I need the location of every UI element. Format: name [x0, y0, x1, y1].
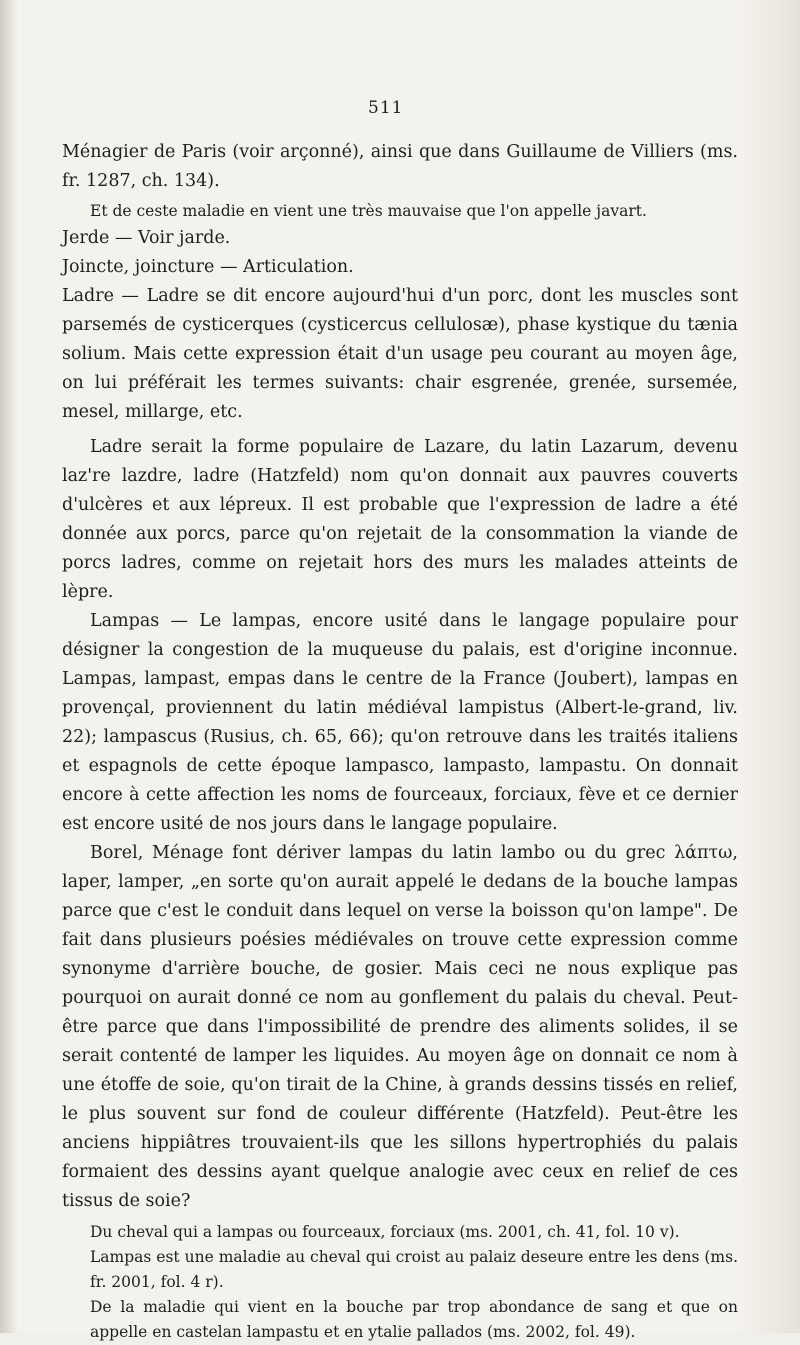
entry-lampas: Lampas — Le lampas, encore usité dans le langage populaire pour désigner la congestion de la muqueuse du palais, est d'origine inconnue. Lampas, lampast, empas dans le centre de la France (Joubert), lampas en provençal, proviennent du latin médiéval lampistus (Albert-le-grand, liv. 22); lampascus (Rusius, ch. 65, 66); qu'on retrouve dans les traités italiens et espagnols de cette époque lampasco, lampasto, lampastu. On donnait encore à cette affection les noms de fourceaux, forciaux, fève et ce dernier est encore usité de nos jours dans le langage populaire.	[62, 611, 738, 834]
citation-javart: Et de ceste maladie en vient une très mauvaise que l'on appelle javart.	[90, 202, 647, 220]
citation-fourceaux: Du cheval qui a lampas ou fourceaux, forciaux (ms. 2001, ch. 41, fol. 10 v).	[90, 1223, 680, 1241]
paragraph-ladre-etymology: Ladre serait la forme populaire de Lazare, du latin Lazarum, devenu laz're lazdre, ladre (Hatzfeld) nom qu'on donnait aux pauvres couverts d'ulcères et aux lépreux. Il est probable que l'expression de ladre a été donnée aux porcs, parce qu'on rejetait de la consommation la viande de porcs ladres, comme on rejetait hors des murs les malades atteints de lèpre.	[62, 437, 738, 602]
page-body	[62, 138, 738, 1345]
entry-ladre: Ladre — Ladre se dit encore aujourd'hui d'un porc, dont les muscles sont parsemés de cysticerques (cysticercus cellulosæ), phase kystique du tænia solium. Mais cette expression était d'un usage peu courant au moyen âge, on lui préférait les termes suivants: chair esgrenée, grenée, sursemée, mesel, millarge, etc.	[62, 286, 738, 422]
entry-jerde: Jerde — Voir jarde.	[62, 228, 231, 248]
paragraph-menagier: Ménagier de Paris (voir arçonné), ainsi que dans Guillaume de Villiers (ms. fr. 1287, ch. 134).	[62, 142, 738, 191]
citation-palaiz: Lampas est une maladie au cheval qui croist au palaiz deseure entre les dens (ms. fr. 2001, fol. 4 r).	[90, 1248, 738, 1291]
citation-lampastu: De la maladie qui vient en la bouche par trop abondance de sang et que on appelle en castelan lampastu et en ytalie pallados (ms. 2002, fol. 49).	[90, 1298, 738, 1341]
page-gutter-shadow	[0, 0, 18, 1333]
entry-joincte: Joincte, joincture — Articulation.	[62, 257, 354, 277]
paragraph-borel: Borel, Ménage font dériver lampas du latin lambo ou du grec λάπτω, laper, lamper, „en sorte qu'on aurait appelé le dedans de la bouche lampas parce que c'est le conduit dans lequel on verse la boisson qu'on lampe". De fait dans plusieurs poésies médiévales on trouve cette expression comme synonyme d'arrière bouche, de gosier. Mais ceci ne nous explique pas pourquoi on aurait donné ce nom au gonflement du palais du cheval. Peut-être parce que dans l'impossibilité de prendre des aliments solides, il se serait contenté de lamper les liquides. Au moyen âge on donnait ce nom à une étoffe de soie, qu'on tirait de la Chine, à grands dessins tissés en relief, le plus souvent sur fond de couleur différente (Hatzfeld). Peut-être les anciens hippiâtres trouvaient-ils que les sillons hypertrophiés du palais formaient des dessins ayant quelque analogie avec ceux en relief de ces tissus de soie?	[62, 843, 738, 1211]
page-number: 511	[368, 98, 404, 118]
page-edge-shading	[740, 0, 800, 1333]
